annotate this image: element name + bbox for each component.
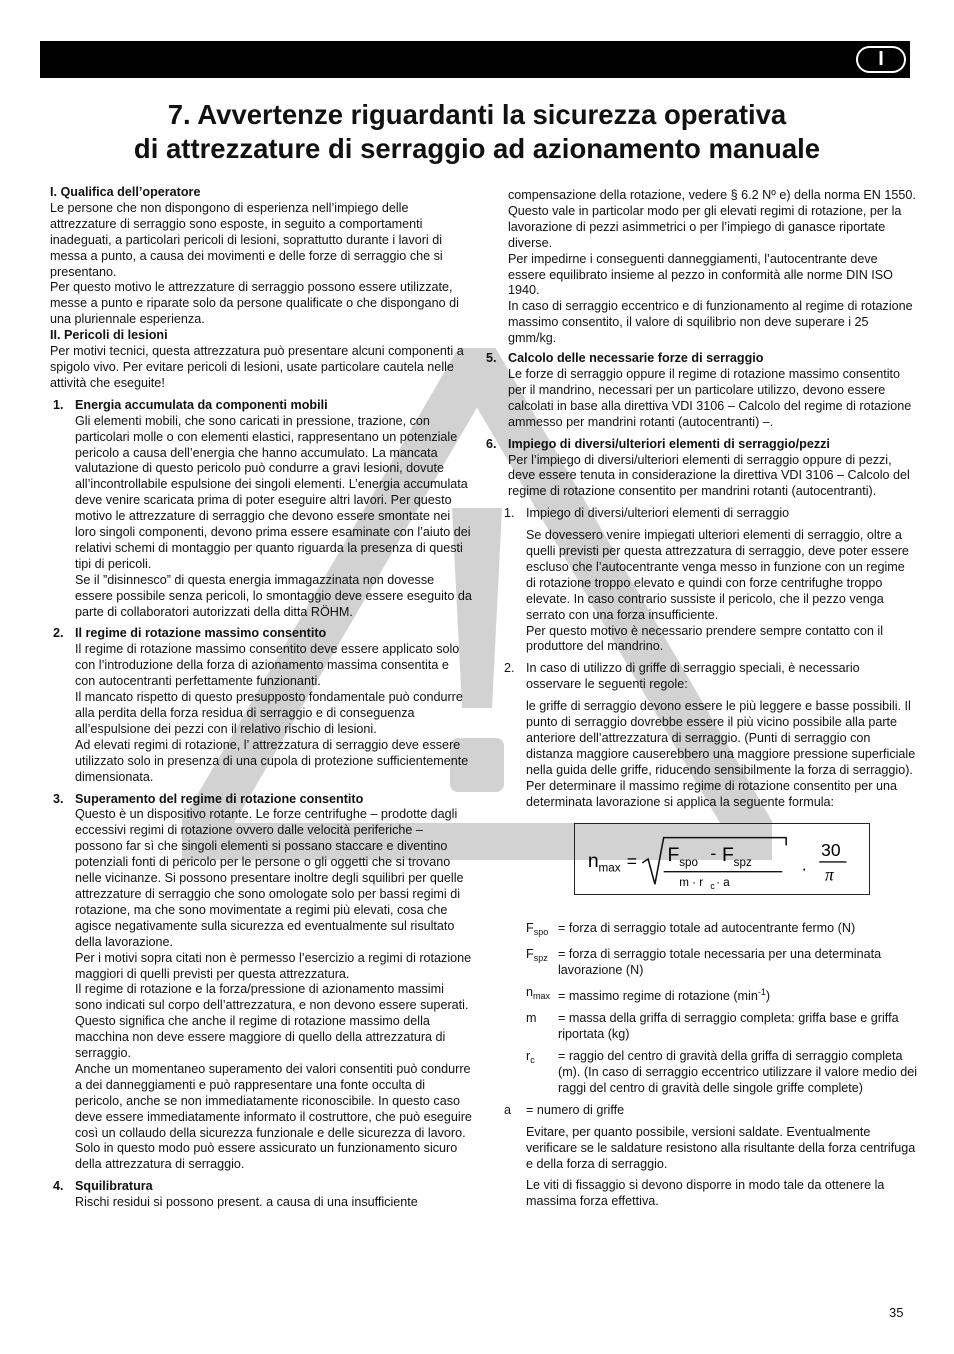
paragraph: Il regime di rotazione massimo consentito deve essere applicato solo con l’introduzione della forza di azionamento massima consentita e con autocentranti perfettamente funzionanti.: [75, 642, 460, 689]
paragraph: Rischi residui si possono present. a causa di una insufficiente: [75, 1195, 418, 1210]
paragraph: Ad elevati regimi di rotazione, l’ attrezzatura di serraggio deve essere utilizzato solo in presenza di una cupola di protezione sufficientemente dimensionata.: [75, 737, 469, 784]
formula-f2: F: [722, 843, 734, 866]
sub-item-title: Impiego di diversi/ulteriori elementi di serraggio: [526, 506, 790, 521]
list-item: [50, 398, 472, 621]
definition-text: = raggio del centro di gravità della griffa di serraggio completa (m). (In caso di serraggio eccentrico utilizzare il valore medio dei raggi del centro di gravità delle singole griffe complete): [558, 1049, 918, 1095]
formula-n: n: [587, 849, 599, 872]
left-column: [50, 185, 472, 1211]
sub-item-title: In caso di utilizzo di griffe di serraggio speciali, è necessario osservare le seguenti regole:: [526, 661, 860, 692]
paragraph: Per l’impiego di diversi/ulteriori elementi di serraggio oppure di pezzi, deve essere tenuta in considerazione la direttiva VDI 3106 – Calcolo del regime di rotazione consentito per mandrini rotanti (autocentranti).: [508, 452, 910, 499]
formula-box: [574, 823, 870, 895]
formula-minus: -: [710, 842, 717, 863]
list-item: [50, 626, 472, 785]
definition-subscript: spz: [533, 953, 548, 964]
definition-text: = massimo regime di rotazione (min: [558, 989, 758, 1004]
definition-superscript: -1: [757, 987, 766, 998]
paragraph: Se il ”disinnesco” di questa energia immagazzinata non dovesse essere possibile senza pericoli, lo smontaggio deve essere eseguito da parte di collaboratori autorizzati della ditta RÖHM.: [75, 572, 472, 619]
item-number: 3.: [53, 791, 64, 806]
definition-subscript: max: [533, 991, 551, 1002]
list-item: [50, 792, 472, 1174]
definition-symbol: r: [526, 1049, 531, 1064]
item-number: 4.: [53, 1179, 64, 1194]
list-item: [486, 351, 918, 431]
formula-pi: π: [825, 863, 834, 884]
formula-definitions: [486, 921, 918, 1096]
page-number: 35: [889, 1305, 904, 1320]
paragraph: Per determinare il massimo regime di rotazione consentito per una determinata lavorazione si applica la seguente formula:: [526, 778, 897, 809]
definition-symbol: n: [526, 985, 534, 1000]
definition-symbol: m: [526, 1011, 537, 1026]
definition-row: [526, 947, 918, 979]
sub-item: [486, 661, 918, 810]
item-number: 5.: [486, 351, 497, 366]
list-item: [50, 1179, 472, 1211]
paragraph: Evitare, per quanto possibile, versioni saldate. Eventualmente verificare se le saldature resistono alla risultante della forza centrifuga e della forza di serraggio.: [526, 1124, 916, 1171]
formula-max: max: [598, 861, 621, 875]
section-heading: II. Pericoli di lesioni: [50, 328, 168, 343]
paragraph: Il mancato rispetto di questo presupposto fondamentale può condurre alla perdita della forza residua di serraggio e di conseguenza all’espulsione dei pezzi con il relativo rischio di lesioni.: [75, 690, 463, 736]
paragraph: compensazione della rotazione, vedere § 6.2 Nº e) della norma EN 1550. Questo vale in particolar modo per gli elevati regimi di rotazione, per la lavorazione di pezzi asimmetrici o per l’impiego di ganasce riportate diverse.: [508, 188, 916, 250]
page-title: [0, 98, 954, 166]
title-line-1: 7. Avvertenze riguardanti la sicurezza operativa: [167, 99, 787, 130]
paragraph: Se dovessero venire impiegati ulteriori elementi di serraggio, oltre a quelli previsti per questa attrezzatura di serraggio, deve poter essere escluso che l’autocentrante venga messo in funzione con un regime di rotazione troppo elevato e quindi con forze centrifughe troppo elevate. In caso contrario sussiste il pericolo, che il pezzo venga serrato con una forza insufficiente.: [526, 528, 909, 622]
definition-symbol: F: [526, 947, 534, 962]
paragraph: In caso di serraggio eccentrico e di funzionamento al regime di rotazione massimo consentito, il valore di squilibrio non deve superare i 25 gmm/kg.: [508, 299, 913, 346]
paragraph: Il regime di rotazione e la forza/pressione di azionamento massimi sono indicati sul corpo dell’attrezzatura, e non devono essere superati. Questo significa che anche il regime di rotazione massimo della macchina non deve essere maggiore di quello della attrezzatura di serraggio.: [75, 982, 469, 1061]
definition-row: [526, 1049, 918, 1097]
definition-row: [486, 1103, 918, 1119]
definition-subscript: c: [530, 1055, 535, 1066]
paragraph: Questo è un dispositivo rotante. Le forze centrifughe – prodotte dagli eccessivi regimi di rotazione ovvero dalle velocità periferiche – possono far sì che singoli elementi si possano staccare e diventino potenziali fonti di pericolo per le persone o gli oggetti che si trovano nelle vicinanze. Si possono presentare inoltre degli squilibri per quelle attrezzature di serraggio che sono omologate solo per bassi regimi di rotazione, ma che sono movimentate a regimi più elevati, cosa che agisce negativamente sulla sicurezza ed eventualmente sul risultato della lavorazione.: [75, 807, 464, 949]
definition-text-end: ): [765, 989, 771, 1004]
formula-eq: =: [626, 850, 637, 871]
formula-spz: spz: [733, 855, 752, 869]
definition-symbol: a: [504, 1102, 512, 1117]
sub-item-number: 1.: [504, 506, 515, 521]
definition-row: [526, 921, 918, 941]
paragraph: Le viti di fissaggio si devono disporre in modo tale da ottenere la massima forza effettiva.: [526, 1178, 885, 1209]
definition-row: [526, 1011, 918, 1043]
paragraph: Per questo motivo le attrezzature di serraggio possono essere utilizzate, messe a punto e riparate solo da persone qualificate o che dispongano di una pluriennale esperienza.: [50, 280, 459, 327]
sub-item: [486, 506, 918, 655]
formula-a: · a: [716, 875, 730, 889]
paragraph: Per questo motivo è necessario prendere sempre contatto con il produttore del mandrino.: [526, 623, 884, 654]
formula-f1: F: [667, 843, 680, 866]
item-number: 1.: [53, 397, 64, 412]
paragraph: Anche un momentaneo superamento dei valori consentiti può condurre a dei danneggiamenti e può rappresentare una fonte occulta di pericolo, anche se non immediatamente riconoscibile. In questo caso deve essere immediatamente informato il costruttore, che può eseguire così un collaudo della sicurezza funzionale e delle sicurezza di lavoro. Solo in questo modo può essere assicurato un funzionamento sicuro della attrezzatura di serraggio.: [75, 1061, 472, 1172]
formula-m-rc: m · r: [679, 875, 704, 889]
header-bar: [40, 41, 910, 78]
formula-dot: .: [801, 854, 807, 875]
paragraph: Gli elementi mobili, che sono caricati in pressione, trazione, con particolari molle o con elementi elastici, rappresentano un potenziale pericolo a causa dell’energia che hanno accumulato. La mancata valutazione di questo pericolo può condurre a gravi lesioni, dovute all’incontrollabile espulsione dei singoli elementi. L’energia accumulata deve venire scaricata prima di poter eseguire altri lavori. Per questo motivo le attrezzature di serraggio che devono essere smontate nei loro singoli componenti, devono prima essere esaminate con l’aiuto dei relativi schemi di montaggio per quanto riguarda la presenza di questi tipi di pericoli.: [75, 413, 471, 571]
item-number: 6.: [486, 436, 497, 451]
paragraph: Le persone che non dispongono di esperienza nell’impiego delle attrezzature di serraggio sono esposte, in seguito a comportamenti inadeguati, a particolari pericoli di lesioni, soprattutto durante i lavori di messa a punto, a causa dei movimenti e delle forze di serraggio che si presentano.: [50, 200, 443, 279]
sub-item-number: 2.: [504, 661, 515, 676]
definition-row: [526, 985, 918, 1005]
item-heading: Squilibratura: [75, 1179, 153, 1194]
definition-text: = forza di serraggio totale necessaria per una determinata lavorazione (N): [558, 947, 882, 978]
item-heading: Superamento del regime di rotazione consentito: [75, 791, 364, 806]
section-heading: I. Qualifica dell’operatore: [50, 185, 201, 199]
definition-symbol: F: [526, 921, 534, 936]
item-heading: Energia accumulata da componenti mobili: [75, 397, 328, 412]
item-heading: Calcolo delle necessarie forze di serraggio: [508, 351, 764, 366]
definition-text: = numero di griffe: [526, 1102, 625, 1117]
definition-text: = forza di serraggio totale ad autocentrante fermo (N): [558, 921, 856, 936]
item-heading: Il regime di rotazione massimo consentito: [75, 626, 327, 641]
language-badge: I: [856, 46, 906, 73]
list-item: [486, 437, 918, 501]
right-column: [486, 188, 918, 1210]
paragraph: Le forze di serraggio oppure il regime di rotazione massimo consentito per il mandrino, necessari per un particolare utilizzo, devono essere calcolati in base alla direttiva VDI 3106 – Calcolo del regime di rotazione ammesso per mandrini rotanti (autocentranti) –.: [508, 366, 912, 429]
formula-spo: spo: [679, 855, 699, 869]
definition-subscript: spo: [533, 927, 549, 938]
formula-thirty: 30: [821, 839, 841, 860]
item-heading: Impiego di diversi/ulteriori elementi di serraggio/pezzi: [508, 436, 830, 451]
paragraph: Per i motivi sopra citati non è permesso l’esercizio a regimi di rotazione maggiori di quelli previsti per questa attrezzatura.: [75, 950, 472, 981]
paragraph: Per motivi tecnici, questa attrezzatura può presentare alcuni componenti a spigolo vivo. Per evitare pericoli di lesioni, usate particolare cautela nelle attività che eseguite!: [50, 344, 464, 390]
title-line-2: di attrezzature di serraggio ad azionamento manuale: [133, 133, 821, 164]
paragraph: Per impedirne i conseguenti danneggiamenti, l’autocentrante deve essere equilibrato insieme al pezzo in conformità alle norme DIN ISO 1940.: [508, 251, 893, 298]
definition-text: = massa della griffa di serraggio completa: griffa base e griffa riportata (kg): [558, 1011, 899, 1042]
formula-c: c: [710, 880, 715, 891]
item-number: 2.: [53, 626, 64, 641]
paragraph: le griffe di serraggio devono essere le più leggere e basse possibili. Il punto di serraggio dovrebbe essere il più vicino possibile alla parte anteriore dell’attrezzatura di serraggio. (Punti di serraggio con distanza maggiore causerebbero una maggiore pressione superficiale nella guida delle griffe, riducendo sensibilmente la forza di serraggio).: [526, 699, 916, 777]
